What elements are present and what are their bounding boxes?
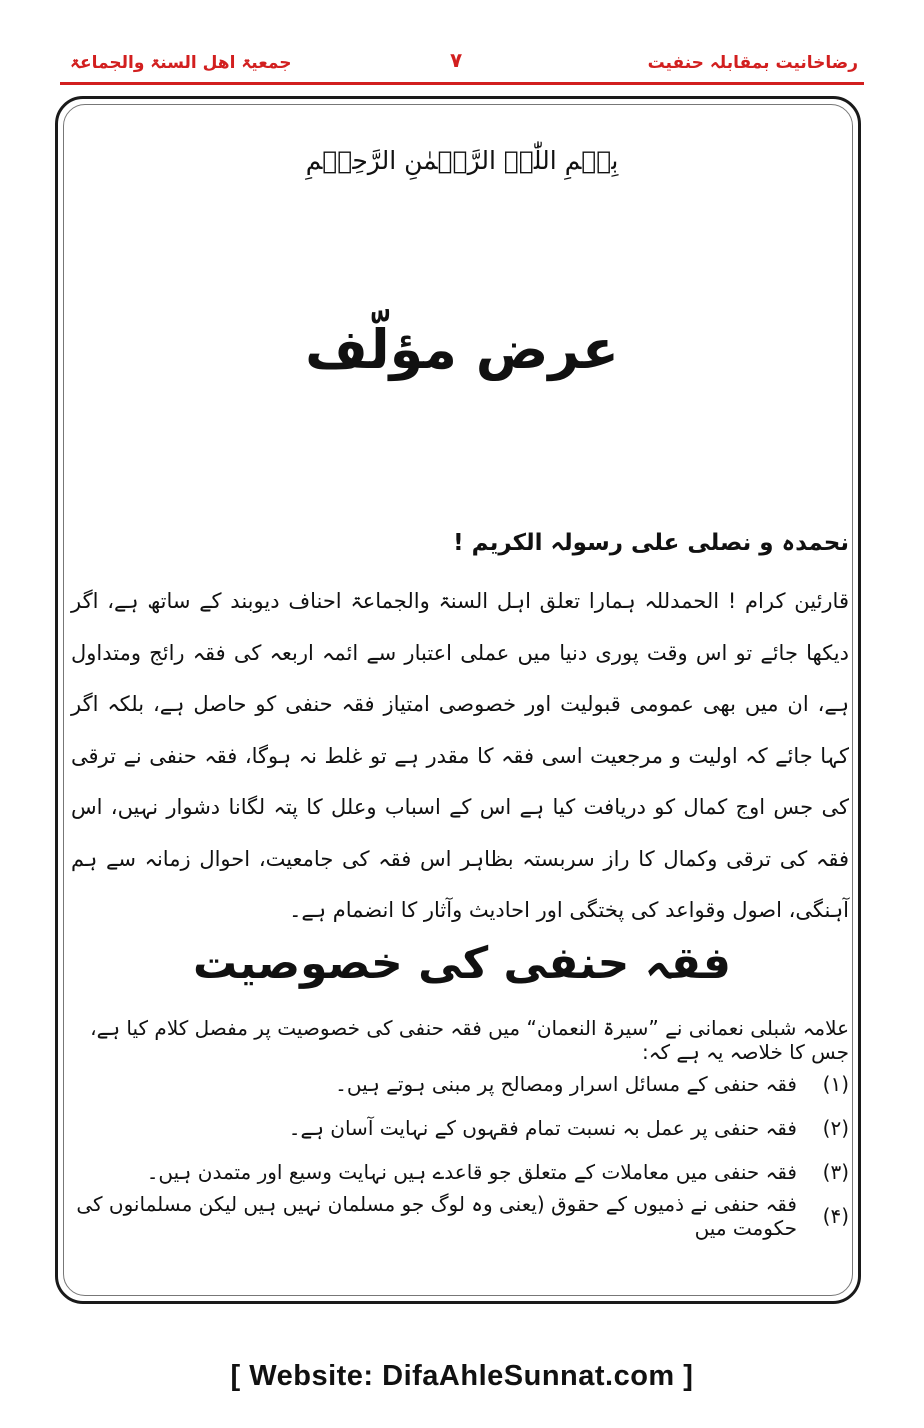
- section-heading: فقہ حنفی کی خصوصیت: [193, 938, 731, 989]
- page-title: عرض مؤلّف: [305, 318, 619, 381]
- bismillah: بِسۡمِ اللّٰہِ الرَّحۡمٰنِ الرَّحِیۡمِ: [305, 146, 619, 175]
- header-book-title: رضاخانیت بمقابلہ حنفیت: [647, 53, 858, 73]
- page-number: ۷: [450, 48, 463, 72]
- list-item-text: فقہ حنفی نے ذمیوں کے حقوق (یعنی وہ لوگ جو مسلمان نہیں ہیں لیکن مسلمانوں کی حکومت میں: [76, 1192, 797, 1240]
- greeting-line: نحمدہ و نصلی علی رسولہ الکریم !: [453, 530, 849, 556]
- list-item: [69, 1062, 849, 1106]
- list-item-number: (۲): [822, 1116, 849, 1140]
- list-item-text: فقہ حنفی میں معاملات کے متعلق جو قاعدے ہیں نہایت وسیع اور متمدن ہیں۔: [146, 1160, 797, 1184]
- list-item-text: فقہ حنفی پر عمل بہ نسبت تمام فقہوں کے نہایت آسان ہے۔: [288, 1116, 797, 1140]
- list-item: [69, 1194, 849, 1238]
- points-list: [69, 1062, 849, 1238]
- list-item-number: (۳): [822, 1160, 849, 1184]
- header-publisher: جمعیۃ اهل السنۃ والجماعۃ: [70, 53, 292, 73]
- section-intro: علامہ شبلی نعمانی نے ”سیرۃ النعمان“ میں فقہ حنفی کی خصوصیت پر مفصل کلام کیا ہے، جس کا خلاصہ یہ ہے کہ:: [90, 1016, 849, 1064]
- header-divider: [60, 82, 864, 85]
- list-item-number: (۱): [822, 1072, 849, 1096]
- list-item-number: (۴): [822, 1204, 849, 1228]
- website-footer: [ Website: DifaAhleSunnat.com ]: [230, 1360, 694, 1392]
- list-item: [69, 1150, 849, 1194]
- list-item-text: فقہ حنفی کے مسائل اسرار ومصالح پر مبنی ہوتے ہیں۔: [335, 1072, 797, 1096]
- list-item: [69, 1106, 849, 1150]
- intro-paragraph: قارئین کرام ! الحمدللہ ہمارا تعلق اہل السنۃ والجماعۃ احناف دیوبند کے ساتھ ہے، اگر دیکھا جائے تو اس وقت پوری دنیا میں عملی اعتبار سے ائمہ اربعہ کی فقہ رائج ومتداول ہے، ان میں بھی عمومی قبولیت اور خصوصی امتیاز فقہ حنفی کو حاصل ہے، بلکہ اگر کہا جائے کہ اولیت و مرجعیت اسی فقہ کا مقدر ہے تو غلط نہ ہوگا، فقہ حنفی نے ترقی کی جس اوج کمال کو دریافت کیا ہے اس کے اسباب وعلل کا پتہ لگانا دشوار نہیں، اس فقہ کی ترقی وکمال کا راز سربستہ بظاہر اس فقہ کی جامعیت، احوال زمانہ سے ہم آہنگی، اصول وقواعد کی پختگی اور احادیث وآثار کا انضمام ہے۔: [71, 589, 849, 922]
